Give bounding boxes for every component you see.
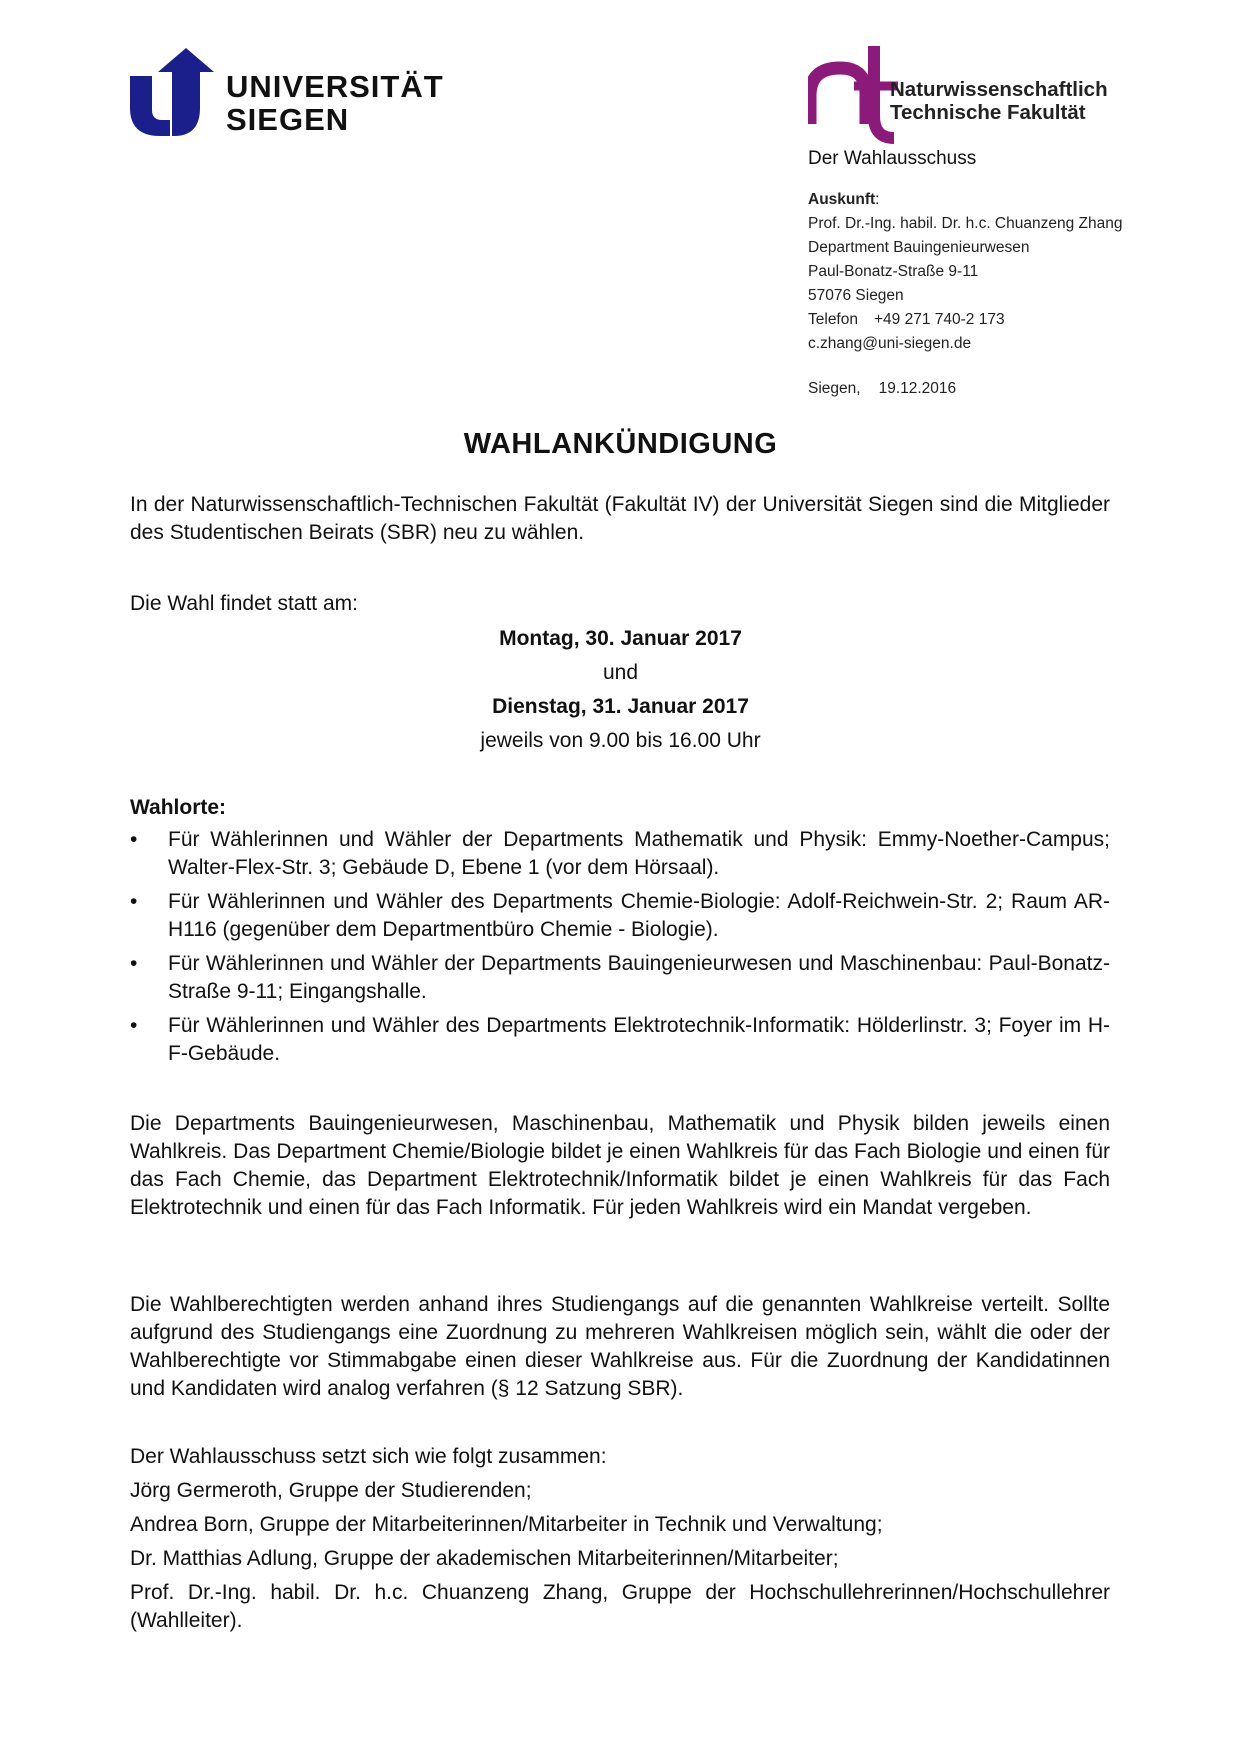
contact-label: Auskunft xyxy=(808,191,876,208)
contact-info: Auskunft: Prof. Dr.-Ing. habil. Dr. h.c. Chuanzeng Zhang Department Bauingenieurwesen Paul-Bonatz-Straße 9-11 57076 Siegen Telefon +49 271 740-2 173 c.zhang@uni-siegen.de xyxy=(808,188,1228,356)
constituencies-text: Die Departments Bauingenieurwesen, Maschinenbau, Mathematik und Physik bilden jeweils einen Wahlkreis. Das Department Chemie/Biologie bildet je einen Wahlkreis für das Fach Biologie und einen für das Fach Chemie, das Department Elektrotechnik/Informatik bildet je einen Wahlkreis für das Fach Elektrotechnik und einen für das Fach Informatik. Für jeden Wahlkreis wird ein Mandat vergeben. xyxy=(130,1112,1110,1219)
sender-committee: Der Wahlausschuss xyxy=(808,148,977,169)
contact-city: 57076 Siegen xyxy=(808,287,904,304)
faculty-name xyxy=(890,78,1108,124)
election-date-2: Dienstag, 31. Januar 2017 xyxy=(492,695,749,718)
contact-department: Department Bauingenieurwesen xyxy=(808,239,1030,256)
constituencies-paragraph xyxy=(130,1110,1110,1222)
university-name-line1: UNIVERSITÄT xyxy=(226,69,444,104)
dateline-date: 19.12.2016 xyxy=(878,380,957,397)
assignment-paragraph xyxy=(130,1291,1110,1403)
bullet-icon: • xyxy=(130,890,138,913)
committee-lead: Der Wahlausschuss setzt sich wie folgt zusammen: xyxy=(130,1445,607,1468)
dateline xyxy=(808,380,1228,398)
faculty-logo-icon xyxy=(808,46,898,146)
committee-section xyxy=(130,1443,1110,1635)
contact-phone: +49 271 740-2 173 xyxy=(873,311,1005,328)
list-item xyxy=(130,1012,1110,1068)
assignment-text: Die Wahlberechtigten werden anhand ihres Studiengangs auf die genannten Wahlkreise verteilt. Sollte aufgrund des Studiengangs eine Zuordnung zu mehreren Wahlkreisen möglich sein, wählt die oder der Wahlberechtigte vor Stimmabgabe einen dieser Wahlkreise aus. Für die Zuordnung der Kandidatinnen und Kandidaten wird analog verfahren (§ 12 Satzung SBR). xyxy=(130,1293,1110,1400)
list-item xyxy=(130,826,1110,882)
faculty-name-line1: Naturwissenschaftlich xyxy=(890,78,1108,101)
location-text: Für Wählerinnen und Wähler der Departments Mathematik und Physik: Emmy-Noether-Campus; Walter-Flex-Str. 3; Gebäude D, Ebene 1 (vor dem Hörsaal). xyxy=(168,828,1110,879)
bullet-icon: • xyxy=(130,828,138,851)
election-date-conjunction: und xyxy=(602,661,639,684)
location-text: Für Wählerinnen und Wähler des Departments Elektrotechnik-Informatik: Hölderlinstr. 3; Foyer im H-F-Gebäude. xyxy=(168,1014,1110,1065)
list-item xyxy=(130,950,1110,1006)
contact-phone-label: Telefon xyxy=(808,311,858,328)
location-text: Für Wählerinnen und Wähler des Departments Chemie-Biologie: Adolf-Reichwein-Str. 2; Raum AR-H116 (gegenüber dem Departmentbüro Chemie - Biologie). xyxy=(168,890,1110,941)
locations-heading: Wahlorte: xyxy=(130,796,227,819)
faculty-logo xyxy=(808,46,1138,150)
dateline-place: Siegen, xyxy=(808,380,861,397)
list-item xyxy=(130,888,1110,944)
location-text: Für Wählerinnen und Wähler der Departments Bauingenieurwesen und Maschinenbau: Paul-Bonatz-Straße 9-11; Eingangshalle. xyxy=(168,952,1110,1003)
committee-member: Dr. Matthias Adlung, Gruppe der akademischen Mitarbeiterinnen/Mitarbeiter; xyxy=(130,1547,839,1570)
intro-text: In der Naturwissenschaftlich-Technischen Fakultät (Fakultät IV) der Universität Siegen sind die Mitglieder des Studentischen Beirats (SBR) neu zu wählen. xyxy=(130,493,1110,544)
election-dates xyxy=(0,622,1241,758)
committee-member: Prof. Dr.-Ing. habil. Dr. h.c. Chuanzeng Zhang, Gruppe der Hochschullehrerinnen/Hochschullehrer (Wahlleiter). xyxy=(130,1581,1110,1632)
bullet-icon: • xyxy=(130,1014,138,1037)
faculty-name-line2: Technische Fakultät xyxy=(890,101,1086,124)
committee-member: Andrea Born, Gruppe der Mitarbeiterinnen/Mitarbeiter in Technik und Verwaltung; xyxy=(130,1513,883,1536)
locations-list xyxy=(130,826,1110,1074)
document-title: WAHLANKÜNDIGUNG xyxy=(463,428,778,460)
contact-name: Prof. Dr.-Ing. habil. Dr. h.c. Chuanzeng Zhang xyxy=(808,215,1123,232)
bullet-icon: • xyxy=(130,952,138,975)
university-logo-icon xyxy=(130,48,222,140)
sender-block xyxy=(808,148,1228,398)
committee-member: Jörg Germeroth, Gruppe der Studierenden; xyxy=(130,1479,532,1502)
contact-street: Paul-Bonatz-Straße 9-11 xyxy=(808,263,979,280)
intro-paragraph xyxy=(130,491,1110,547)
election-lead: Die Wahl findet statt am: xyxy=(130,592,358,615)
university-name xyxy=(226,70,444,136)
university-logo xyxy=(130,48,444,140)
university-name-line2: SIEGEN xyxy=(226,102,350,137)
election-time: jeweils von 9.00 bis 16.00 Uhr xyxy=(480,729,761,752)
contact-email[interactable]: c.zhang@uni-siegen.de xyxy=(808,335,972,352)
election-date-1: Montag, 30. Januar 2017 xyxy=(499,627,742,650)
